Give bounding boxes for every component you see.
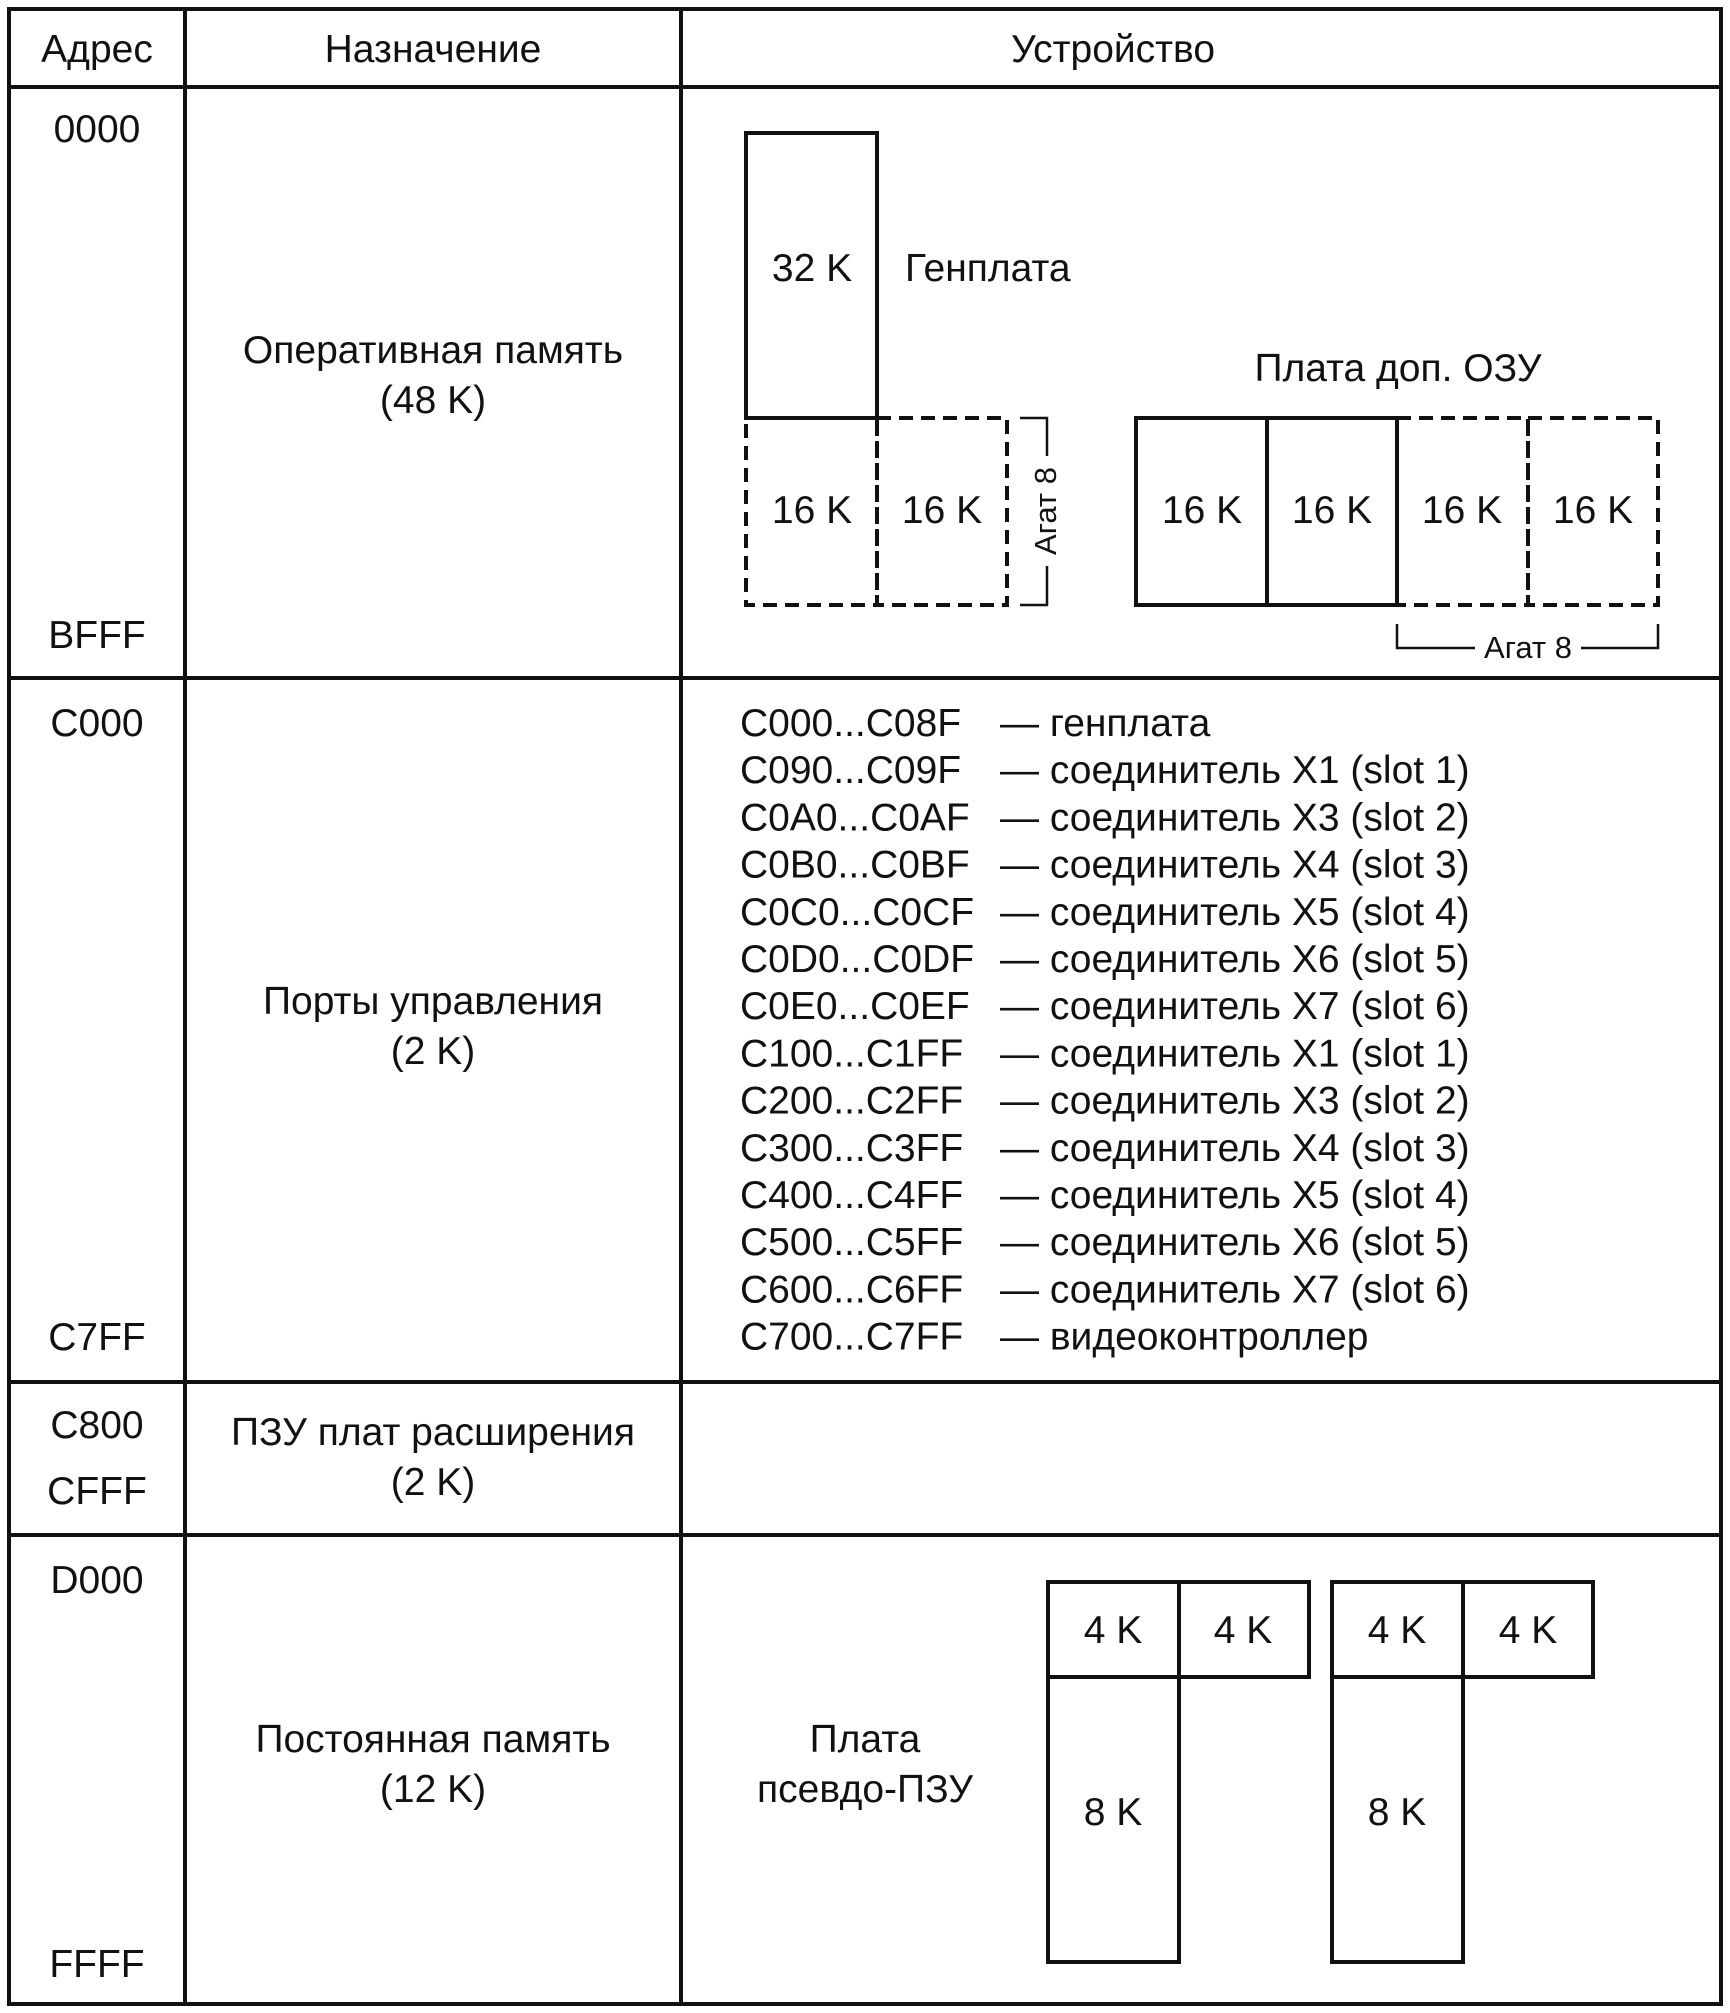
port-description: — соединитель X7 (slot 6) (1000, 1268, 1470, 1312)
port-description: — соединитель X6 (slot 5) (1000, 938, 1470, 981)
port-row (740, 938, 1470, 981)
header-address: Адрес (41, 28, 153, 71)
rom-block-4k-3-label: 4 K (1367, 1609, 1427, 1652)
port-row (740, 1080, 1470, 1123)
ram-block-16k-b-label: 16 K (901, 489, 983, 532)
row-ram (48, 108, 1658, 665)
extra-ram-block-1-label: 16 K (1161, 489, 1243, 532)
port-list (740, 702, 1470, 1359)
purpose-size: (2 K) (390, 1030, 476, 1073)
port-range: C300...C3FF (740, 1126, 964, 1170)
address-end: FFFF (49, 1943, 145, 1986)
port-range: C400...C4FF (740, 1174, 964, 1217)
port-range: C0B0...C0BF (740, 843, 970, 887)
address-start: D000 (50, 1559, 144, 1602)
table-header (41, 28, 1215, 71)
port-row (740, 1032, 1470, 1075)
purpose-size: (12 K) (379, 1768, 487, 1811)
header-purpose: Назначение (324, 28, 542, 71)
purpose-size: (48 K) (379, 379, 487, 422)
port-description: — соединитель X3 (slot 2) (1000, 1079, 1470, 1123)
address-end: C7FF (48, 1316, 146, 1359)
extra-ram-title: Плата доп. ОЗУ (1254, 347, 1542, 390)
port-description: — соединитель X5 (slot 4) (1000, 890, 1470, 934)
address-start: 0000 (53, 108, 141, 151)
extra-ram-block-4-label: 16 K (1552, 489, 1634, 532)
rom-board-label-2: псевдо-ПЗУ (757, 1768, 973, 1811)
rom-block-4k-2-label: 4 K (1213, 1609, 1273, 1652)
address-start: C000 (50, 702, 144, 745)
ram-block-32k-label: 32 K (771, 247, 853, 290)
port-description: — соединитель X3 (slot 2) (1000, 796, 1470, 840)
purpose-label: Оперативная память (242, 329, 624, 372)
port-range: C090...C09F (740, 749, 962, 793)
port-description: — соединитель X1 (slot 1) (1000, 749, 1470, 793)
port-range: C000...C08F (740, 702, 962, 745)
port-range: C100...C1FF (740, 1032, 964, 1076)
purpose-label: Порты управления (263, 980, 603, 1023)
ram-block-16k-a-label: 16 K (771, 489, 853, 532)
header-device: Устройство (1010, 28, 1216, 71)
address-end: BFFF (48, 614, 146, 657)
purpose-label: Постоянная память (255, 1718, 611, 1761)
port-row (740, 749, 1470, 792)
rom-block-4k-1-label: 4 K (1083, 1609, 1143, 1652)
rom-block-8k-2-label: 8 K (1367, 1791, 1427, 1834)
port-row (740, 1127, 1470, 1170)
address-end: CFFF (47, 1470, 147, 1513)
purpose-size: (2 K) (390, 1461, 476, 1504)
port-range: C500...C5FF (740, 1221, 964, 1265)
port-description: — соединитель X7 (slot 6) (1000, 985, 1470, 1029)
port-range: C600...C6FF (740, 1268, 964, 1312)
port-row (740, 985, 1470, 1028)
extra-ram-block-3-label: 16 K (1421, 489, 1503, 532)
port-row (740, 1316, 1368, 1359)
port-description: — генплата (1000, 702, 1211, 745)
rom-block-8k-1-label: 8 K (1083, 1791, 1143, 1834)
row-rom (49, 1559, 1593, 1986)
row-expansion-rom (47, 1404, 635, 1513)
row-ports (48, 702, 1469, 1359)
port-range: C700...C7FF (740, 1315, 964, 1359)
port-range: C0E0...C0EF (740, 985, 970, 1029)
port-row (740, 702, 1211, 745)
rom-board-label: Плата (809, 1718, 921, 1761)
port-row (740, 1174, 1470, 1217)
rom-block-4k-4-label: 4 K (1498, 1609, 1558, 1652)
port-row (740, 796, 1470, 839)
port-range: C0C0...C0CF (740, 890, 975, 934)
port-description: — соединитель X6 (slot 5) (1000, 1221, 1470, 1265)
port-range: C200...C2FF (740, 1079, 964, 1123)
port-description: — соединитель X5 (slot 4) (1000, 1174, 1470, 1217)
port-description: — соединитель X4 (slot 3) (1000, 1126, 1470, 1170)
port-row (740, 844, 1470, 887)
port-row (740, 1221, 1470, 1264)
port-description: — соединитель X4 (slot 3) (1000, 843, 1470, 887)
address-start: C800 (50, 1404, 144, 1447)
port-description: — видеоконтроллер (1000, 1315, 1369, 1359)
port-range: C0A0...C0AF (740, 796, 970, 840)
port-row (740, 1268, 1470, 1311)
extra-ram-block-2-label: 16 K (1291, 489, 1373, 532)
port-description: — соединитель X1 (slot 1) (1000, 1032, 1470, 1076)
agat8-vertical-label: Агат 8 (1028, 467, 1063, 555)
genplata-label: Генплата (905, 247, 1071, 290)
port-row (740, 891, 1470, 934)
purpose-label: ПЗУ плат расширения (231, 1411, 635, 1454)
port-range: C0D0...C0DF (740, 938, 975, 981)
agat8-bottom-label: Агат 8 (1484, 630, 1572, 665)
